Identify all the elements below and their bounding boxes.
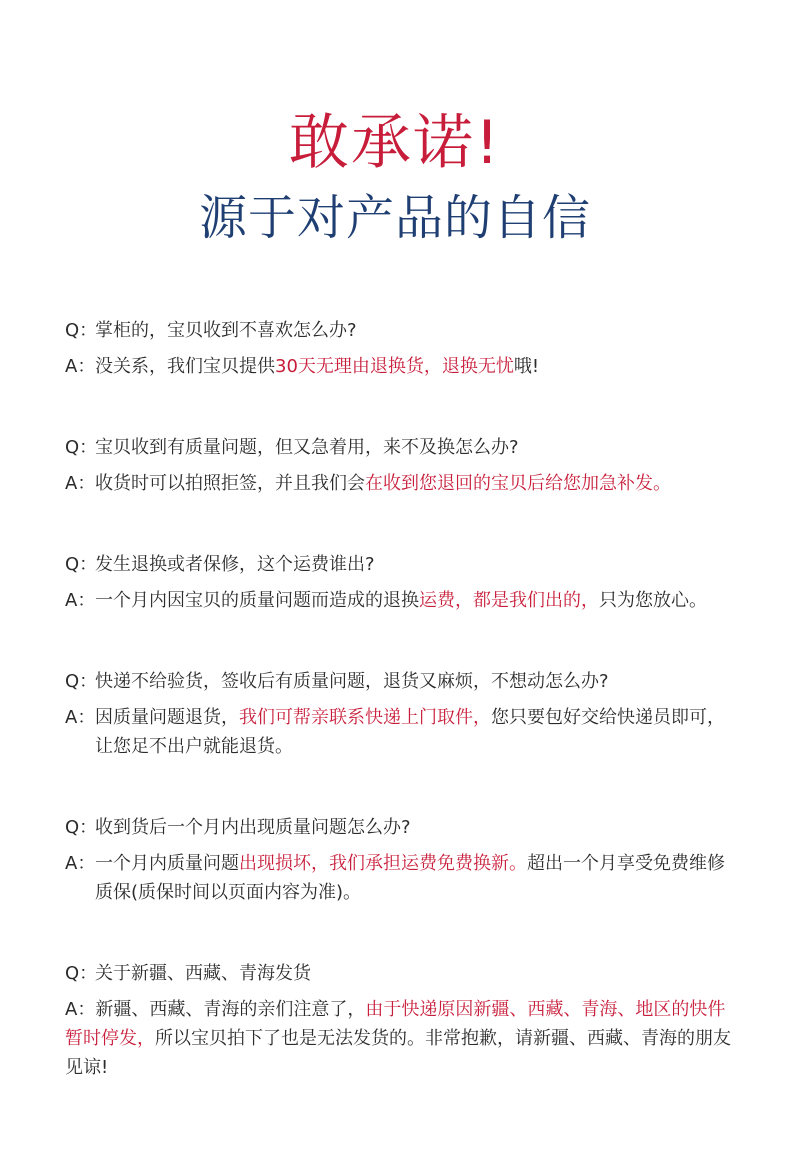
faq-question [65, 813, 735, 842]
faq-question [65, 550, 735, 579]
answer-prefix: A： [65, 999, 96, 1020]
faq-list [65, 316, 735, 1082]
answer-prefix: A： [65, 853, 96, 874]
question-prefix: Q： [65, 437, 98, 458]
faq-item-dislike-return [65, 316, 735, 381]
faq-item-door-pickup [65, 667, 735, 761]
answer-highlight: 30天无理由退换货，退换无忧 [275, 356, 514, 377]
question-text: 宝贝收到有质量问题，但又急着用，来不及换怎么办? [95, 437, 519, 458]
hero-header [0, 108, 790, 248]
answer-highlight: 在收到您退回的宝贝后给您加急补发。 [365, 473, 671, 494]
answer-highlight: 出现损坏，我们承担运费免费换新。 [239, 853, 527, 874]
answer-text-end: 只为您放心。 [599, 590, 707, 611]
answer-prefix: A： [65, 356, 96, 377]
faq-question [65, 316, 735, 345]
answer-highlight: 运费，都是我们出的， [419, 590, 599, 611]
promise-title: 敢承诺! [288, 108, 502, 178]
faq-answer [65, 352, 735, 381]
answer-prefix: A： [65, 707, 96, 728]
faq-answer [65, 469, 735, 498]
faq-answer [65, 849, 735, 907]
answer-text: 一个月内因宝贝的质量问题而造成的退换 [95, 590, 419, 611]
question-text: 关于新疆、西藏、青海发货 [95, 963, 311, 984]
answer-text: 因质量问题退货， [95, 707, 239, 728]
question-text: 掌柜的，宝贝收到不喜欢怎么办? [95, 320, 357, 341]
faq-item-shipping-fee [65, 550, 735, 615]
faq-item-urgent-replacement [65, 433, 735, 498]
faq-answer [65, 703, 735, 761]
question-prefix: Q： [65, 554, 98, 575]
answer-text: 收货时可以拍照拒签，并且我们会 [95, 473, 365, 494]
answer-text: 新疆、西藏、青海的亲们注意了， [95, 999, 366, 1020]
question-prefix: Q： [65, 320, 98, 341]
answer-text-end: 您只要包好交给快递员即可，让您足不出户就能退货。 [95, 707, 725, 757]
faq-item-monthly-warranty [65, 813, 735, 907]
answer-highlight: 我们可帮亲联系快递上门取件， [239, 707, 491, 728]
question-text: 发生退换或者保修，这个运费谁出? [95, 554, 375, 575]
question-text: 收到货后一个月内出现质量问题怎么办? [95, 817, 411, 838]
faq-item-remote-region-shipping [65, 959, 735, 1082]
faq-answer [65, 995, 735, 1082]
question-text: 快递不给验货，签收后有质量问题，退货又麻烦，不想动怎么办? [95, 671, 609, 692]
faq-question [65, 433, 735, 462]
faq-answer [65, 586, 735, 615]
answer-highlight: 由于快递原因新疆、西藏、青海、地区的快件暂时停发， [65, 999, 726, 1049]
question-prefix: Q： [65, 963, 98, 984]
question-prefix: Q： [65, 671, 98, 692]
answer-text-end: 超出一个月享受免费维修质保(质保时间以页面内容为准)。 [95, 853, 725, 903]
answer-prefix: A： [65, 590, 96, 611]
answer-text: 一个月内质量问题 [95, 853, 239, 874]
answer-text-end: 哦! [513, 356, 540, 377]
question-prefix: Q： [65, 817, 98, 838]
confidence-subtitle: 源于对产品的自信 [198, 190, 591, 246]
answer-text-end: 所以宝贝拍下了也是无法发货的。非常抱歉，请新疆、西藏、青海的朋友见谅! [65, 1028, 731, 1078]
answer-text: 没关系，我们宝贝提供 [95, 356, 275, 377]
faq-question [65, 959, 735, 988]
answer-prefix: A： [65, 473, 96, 494]
faq-question [65, 667, 735, 696]
